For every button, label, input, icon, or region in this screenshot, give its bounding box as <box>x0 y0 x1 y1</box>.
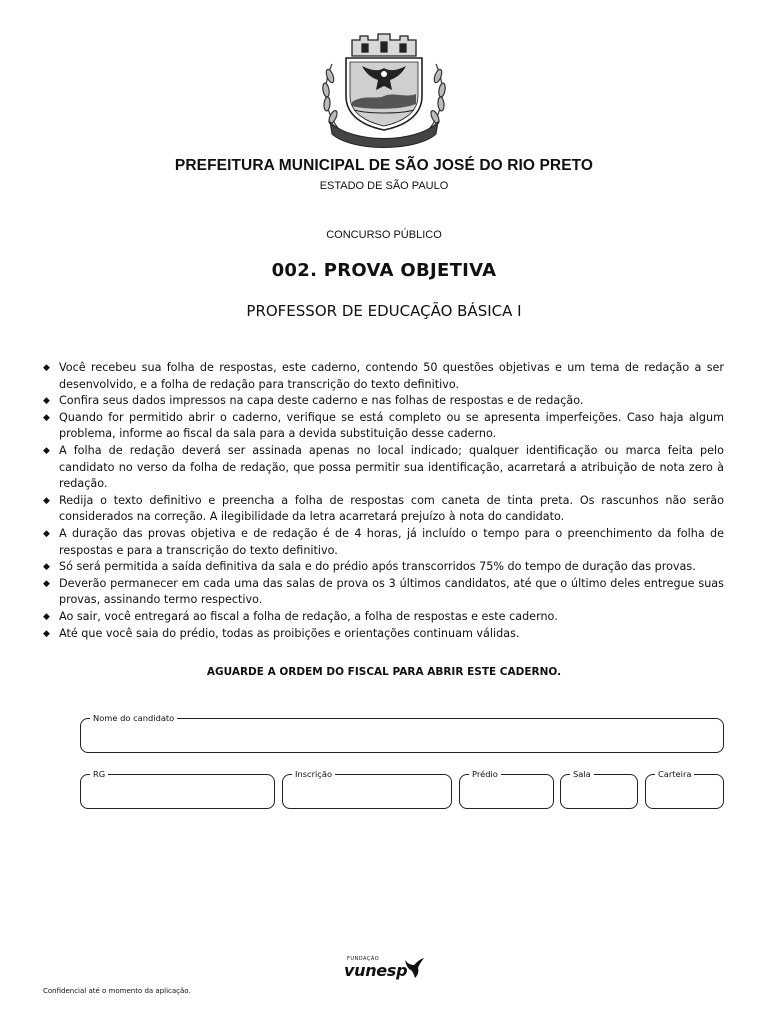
bullet-diamond-icon: ◆ <box>43 628 50 639</box>
instruction-item <box>42 609 724 626</box>
instruction-text: Confira seus dados impressos na capa deste caderno e nas folhas de respostas e de redação. <box>59 394 584 408</box>
instruction-text: Só será permitida a saída definitiva da sala e do prédio após transcorridos 75% do tempo de duração das provas. <box>59 560 696 574</box>
logo-name: vunesp <box>344 961 408 980</box>
bullet-diamond-icon: ◆ <box>43 495 50 506</box>
instruction-item <box>42 443 724 493</box>
instruction-item <box>42 576 724 609</box>
instruction-text: A folha de redação deverá ser assinada apenas no local indicado; qualquer identificação ou marca feita pelo candidato no verso da folha de redação, que possa permitir sua identificação, acarretará a atribuição de nota zero à redação. <box>59 443 724 491</box>
instruction-item <box>42 526 724 559</box>
exam-title: 002. PROVA OBJETIVA <box>271 260 497 281</box>
bird-icon <box>402 956 426 980</box>
instruction-text: Ao sair, você entregará ao fiscal a folha de redação, a folha de respostas e este caderno. <box>59 609 558 623</box>
bullet-diamond-icon: ◆ <box>43 562 50 573</box>
candidate-name-label: Nome do candidato <box>90 712 177 724</box>
bullet-diamond-icon: ◆ <box>43 363 50 373</box>
bullet-diamond-icon: ◆ <box>43 396 50 407</box>
instructions-list <box>42 360 724 642</box>
bullet-diamond-icon: ◆ <box>43 578 50 589</box>
room-field <box>560 769 638 809</box>
bullet-diamond-icon: ◆ <box>43 611 50 622</box>
rg-label: RG <box>90 768 108 780</box>
building-field <box>459 769 554 809</box>
instruction-item <box>42 626 724 643</box>
vunesp-logo <box>344 956 428 982</box>
bullet-diamond-icon: ◆ <box>43 528 50 539</box>
instruction-text: Você recebeu sua folha de respostas, este caderno, contendo 50 questões objetivas e um tema de redação a ser desenvolvido, e a folha de redação para transcrição do texto definitivo. <box>59 361 724 391</box>
confidential-note: Confidencial até o momento da aplicação. <box>43 987 191 995</box>
room-label: Sala <box>570 768 594 780</box>
candidate-name-field <box>80 713 724 753</box>
instruction-item <box>42 360 724 393</box>
instruction-item <box>42 410 724 443</box>
instruction-item <box>42 559 724 576</box>
await-notice: AGUARDE A ORDEM DO FISCAL PARA ABRIR ESTE CADERNO. <box>206 666 562 678</box>
bullet-diamond-icon: ◆ <box>43 412 50 423</box>
instruction-text: Quando for permitido abrir o caderno, verifique se está completo ou se apresenta imperfeições. Caso haja algum problema, informe ao fiscal da sala para a devida substituição desse caderno. <box>59 410 724 441</box>
instruction-text: Até que você saia do prédio, todas as proibições e orientações continuam válidas. <box>59 626 520 640</box>
state-subtitle: ESTADO DE SÃO PAULO <box>319 180 449 192</box>
instruction-item <box>42 393 724 410</box>
building-label: Prédio <box>469 768 501 780</box>
instruction-text: Deverão permanecer em cada uma das salas de prova os 3 últimos candidatos, até que o último deles entregue suas provas, assinando termo respectivo. <box>59 576 724 607</box>
bullet-diamond-icon: ◆ <box>43 445 50 456</box>
registration-field <box>282 769 452 809</box>
instruction-item <box>42 493 724 526</box>
municipality-title: PREFEITURA MUNICIPAL DE SÃO JOSÉ DO RIO PRETO <box>174 157 594 174</box>
municipal-crest-logo <box>312 30 456 148</box>
desk-field <box>645 769 724 809</box>
contest-label: CONCURSO PÚBLICO <box>326 229 442 241</box>
rg-field <box>80 769 275 809</box>
logo-prefix: FUNDAÇÃO <box>347 956 380 962</box>
job-role-title: PROFESSOR DE EDUCAÇÃO BÁSICA I <box>246 302 522 320</box>
instruction-text: A duração das provas objetiva e de redação é de 4 horas, já incluído o tempo para o preenchimento da folha de respostas e para a transcrição do texto definitivo. <box>59 526 724 557</box>
instruction-text: Redija o texto definitivo e preencha a folha de respostas com caneta de tinta preta. Os rascunhos não serão considerados na correção. A ilegibilidade da letra acarretará prejuízo à nota do candidato. <box>59 493 724 524</box>
registration-label: Inscrição <box>292 768 335 780</box>
desk-label: Carteira <box>655 768 694 780</box>
